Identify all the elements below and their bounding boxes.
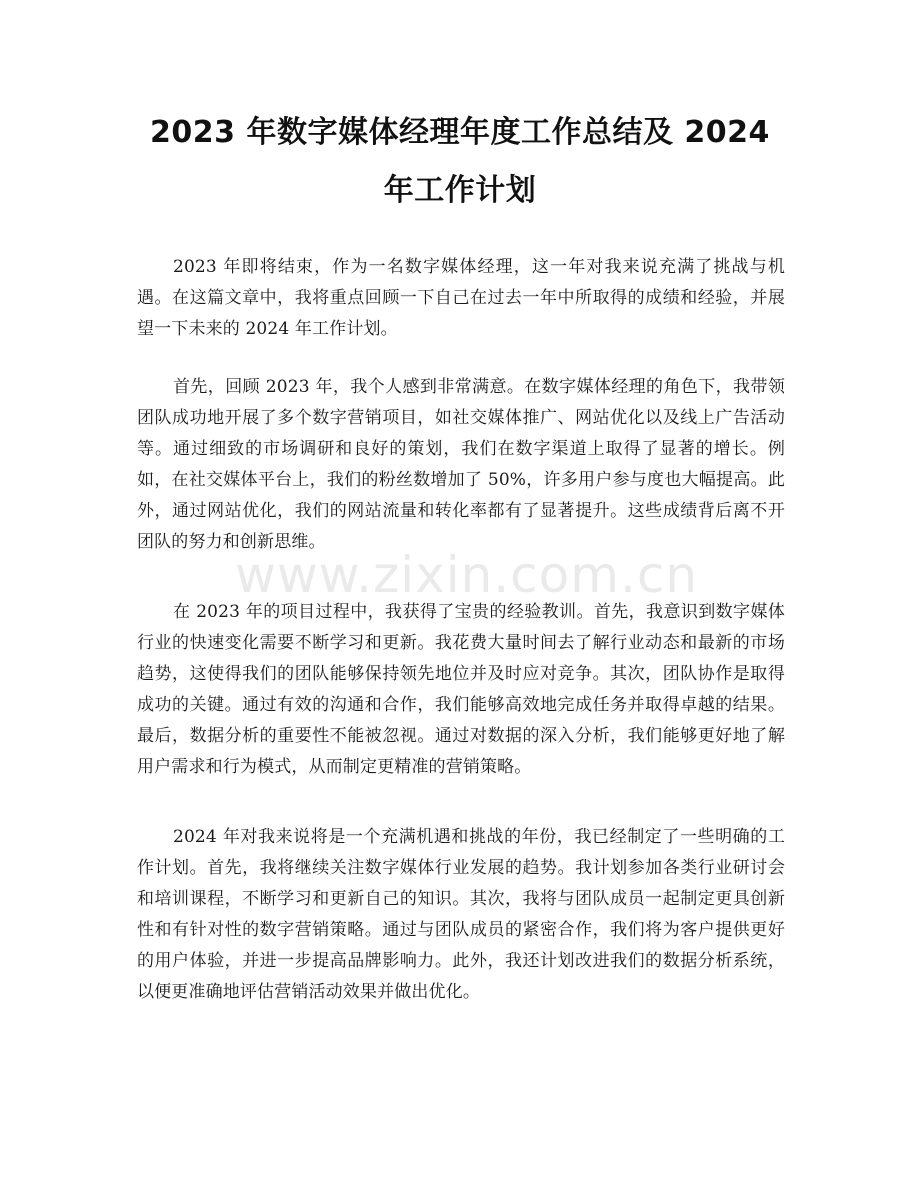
document-title: 2023 年数字媒体经理年度工作总结及 2024 年工作计划 xyxy=(150,115,770,208)
watermark: www.zixin.com.cn xyxy=(235,546,699,604)
paragraph-lessons: 在 2023 年的项目过程中，我获得了宝贵的经验教训。首先，我意识到数字媒体行业的快速变化需要不断学习和更新。我花费大量时间去了解行业动态和最新的市场趋势，这使得我们的团队能够保持领先地位并及时应对竞争。其次，团队协作是取得成功的关键。通过有效的沟通和合作，我们能够高效地完成任务并取得卓越的结果。最后，数据分析的重要性不能被忽视。通过对数据的深入分析，我们能够更好地了解用户需求和行为模式，从而制定更精准的营销策略。 xyxy=(137,602,785,777)
paragraph-plan-2024: 2024 年对我来说将是一个充满机遇和挑战的年份，我已经制定了一些明确的工作计划。首先，我将继续关注数字媒体行业发展的趋势。我计划参加各类行业研讨会和培训课程，不断学习和更新自己的知识。其次，我将与团队成员一起制定更具创新性和有针对性的数字营销策略。通过与团队成员的紧密合作，我们将为客户提供更好的用户体验，并进一步提高品牌影响力。此外，我还计划改进我们的数据分析系统，以便更准确地评估营销活动效果并做出优化。 xyxy=(137,827,785,1002)
paragraph-intro: 2023 年即将结束，作为一名数字媒体经理，这一年对我来说充满了挑战与机遇。在这篇文章中，我将重点回顾一下自己在过去一年中所取得的成绩和经验，并展望一下未来的 2024 年工作计划。 xyxy=(137,257,785,339)
paragraph-review-2023: 首先，回顾 2023 年，我个人感到非常满意。在数字媒体经理的角色下，我带领团队成功地开展了多个数字营销项目，如社交媒体推广、网站优化以及线上广告活动等。通过细致的市场调研和良好的策划，我们在数字渠道上取得了显著的增长。例如，在社交媒体平台上，我们的粉丝数增加了 50%，许多用户参与度也大幅提高。此外，通过网站优化，我们的网站流量和转化率都有了显著提升。这些成绩背后离不开团队的努力和创新思维。 xyxy=(137,377,785,552)
